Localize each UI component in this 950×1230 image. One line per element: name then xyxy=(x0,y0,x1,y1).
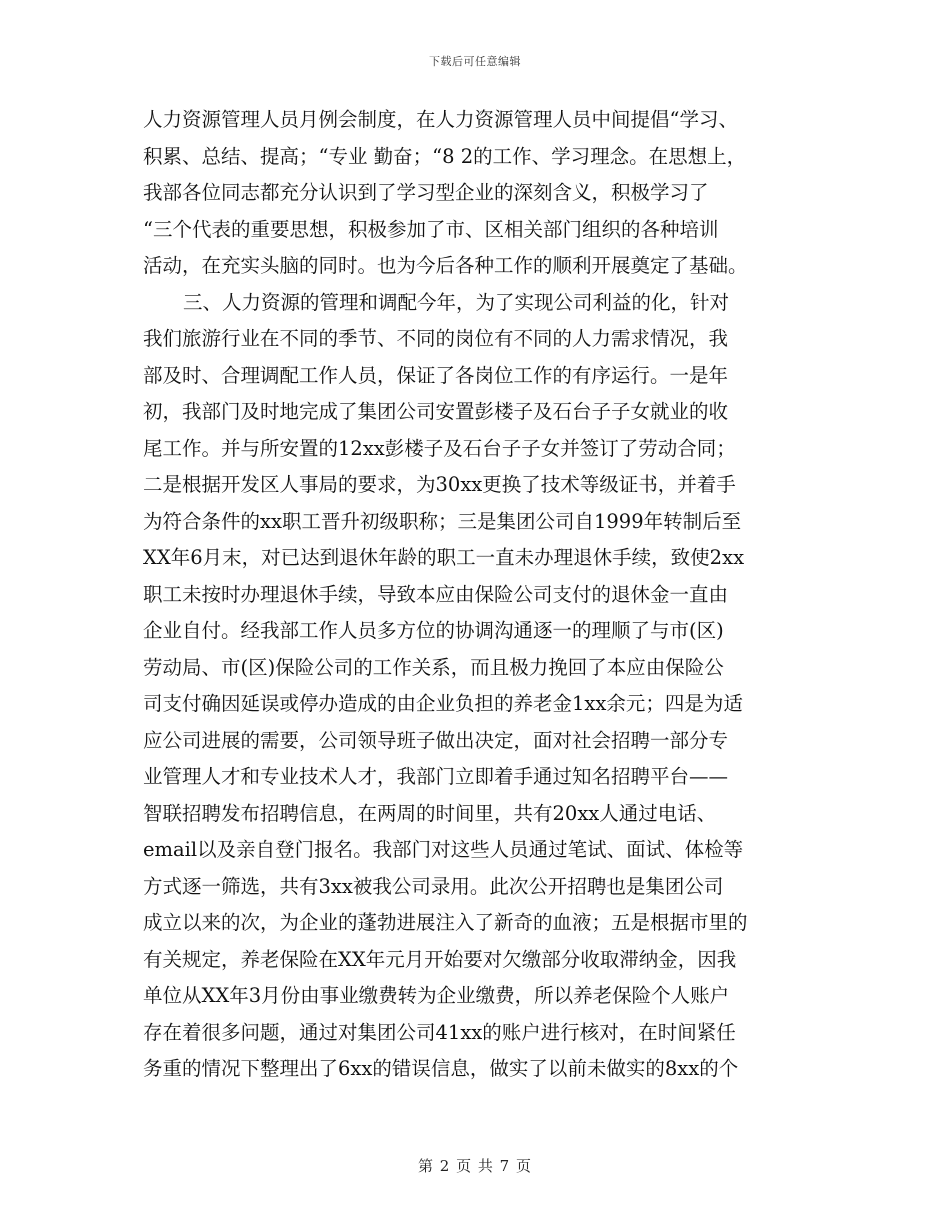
document-body xyxy=(143,102,823,1088)
text-line: 业管理人才和专业技术人才，我部门立即着手通过知名招聘平台—— xyxy=(143,765,729,788)
text-line: 司支付确因延误或停办造成的由企业负担的养老金1xx余元；四是为适 xyxy=(143,692,743,715)
text-line: XX年6月末，对已达到退休年龄的职工一直未办理退休手续，致使2xx xyxy=(143,546,745,569)
text-line: 活动，在充实头脑的同时。也为今后各种工作的顺利开展奠定了基础。 xyxy=(143,254,748,277)
text-line: 企业自付。经我部工作人员多方位的协调沟通逐一的理顺了与市(区) xyxy=(143,619,724,642)
text-line: email以及亲自登门报名。我部门对这些人员通过笔试、面试、体检等 xyxy=(143,838,744,861)
text-line: 劳动局、市(区)保险公司的工作关系，而且极力挽回了本应由保险公 xyxy=(143,655,724,679)
section-heading-line: 三、人力资源的管理和调配今年，为了实现公司利益的化，针对 xyxy=(183,290,730,314)
text-line: 有关规定，养老保险在XX年元月开始要对欠缴部分收取滞纳金，因我 xyxy=(143,947,737,971)
text-line: 我们旅游行业在不同的季节、不同的岗位有不同的人力需求情况，我 xyxy=(143,327,729,350)
text-line: 务重的情况下整理出了6xx的错误信息，做实了以前未做实的8xx的个 xyxy=(143,1057,739,1080)
text-line: “三个代表的重要思想，积极参加了市、区相关部门组织的各种培训 xyxy=(143,217,719,241)
text-line: 为符合条件的xx职工晋升初级职称；三是集团公司自1999年转制后至 xyxy=(143,509,742,533)
text-line: 应公司进展的需要，公司领导班子做出决定，面对社会招聘一部分专 xyxy=(143,728,729,752)
text-line: 单位从XX年3月份由事业缴费转为企业缴费，所以养老保险个人账户 xyxy=(143,984,730,1007)
text-line: 我部各位同志都充分认识到了学习型企业的深刻含义，积极学习了 xyxy=(143,181,709,204)
page-footer: 第 2 页 共 7 页 xyxy=(418,1157,532,1175)
text-line: 存在着很多问题，通过对集团公司41xx的账户进行核对，在时间紧任 xyxy=(143,1020,736,1044)
page-header: 下载后可任意编辑 xyxy=(429,55,521,68)
text-line: 尾工作。并与所安置的12xx彭楼子及石台子子女并签订了劳动合同； xyxy=(143,436,736,460)
text-line: 方式逐一筛选，共有3xx被我公司录用。此次公开招聘也是集团公司 xyxy=(143,874,724,898)
text-line: 二是根据开发区人事局的要求，为30xx更换了技术等级证书，并着手 xyxy=(143,473,736,496)
text-line: 成立以来的次，为企业的蓬勃进展注入了新奇的血液；五是根据市里的 xyxy=(143,911,748,934)
text-line: 智联招聘发布招聘信息，在两周的时间里，共有20xx人通过电话、 xyxy=(143,801,717,825)
text-line: 职工未按时办理退休手续，导致本应由保险公司支付的退休金一直由 xyxy=(143,582,729,606)
text-line: 人力资源管理人员月例会制度，在人力资源管理人员中间提倡“学习、 xyxy=(143,108,738,131)
text-line: 积累、总结、提高；“专业 勤奋；“8 2的工作、学习理念。在思想上， xyxy=(143,144,747,168)
text-line: 初，我部门及时地完成了集团公司安置彭楼子及石台子子女就业的收 xyxy=(143,400,729,423)
text-line: 部及时、合理调配工作人员，保证了各岗位工作的有序运行。一是年 xyxy=(143,363,729,387)
